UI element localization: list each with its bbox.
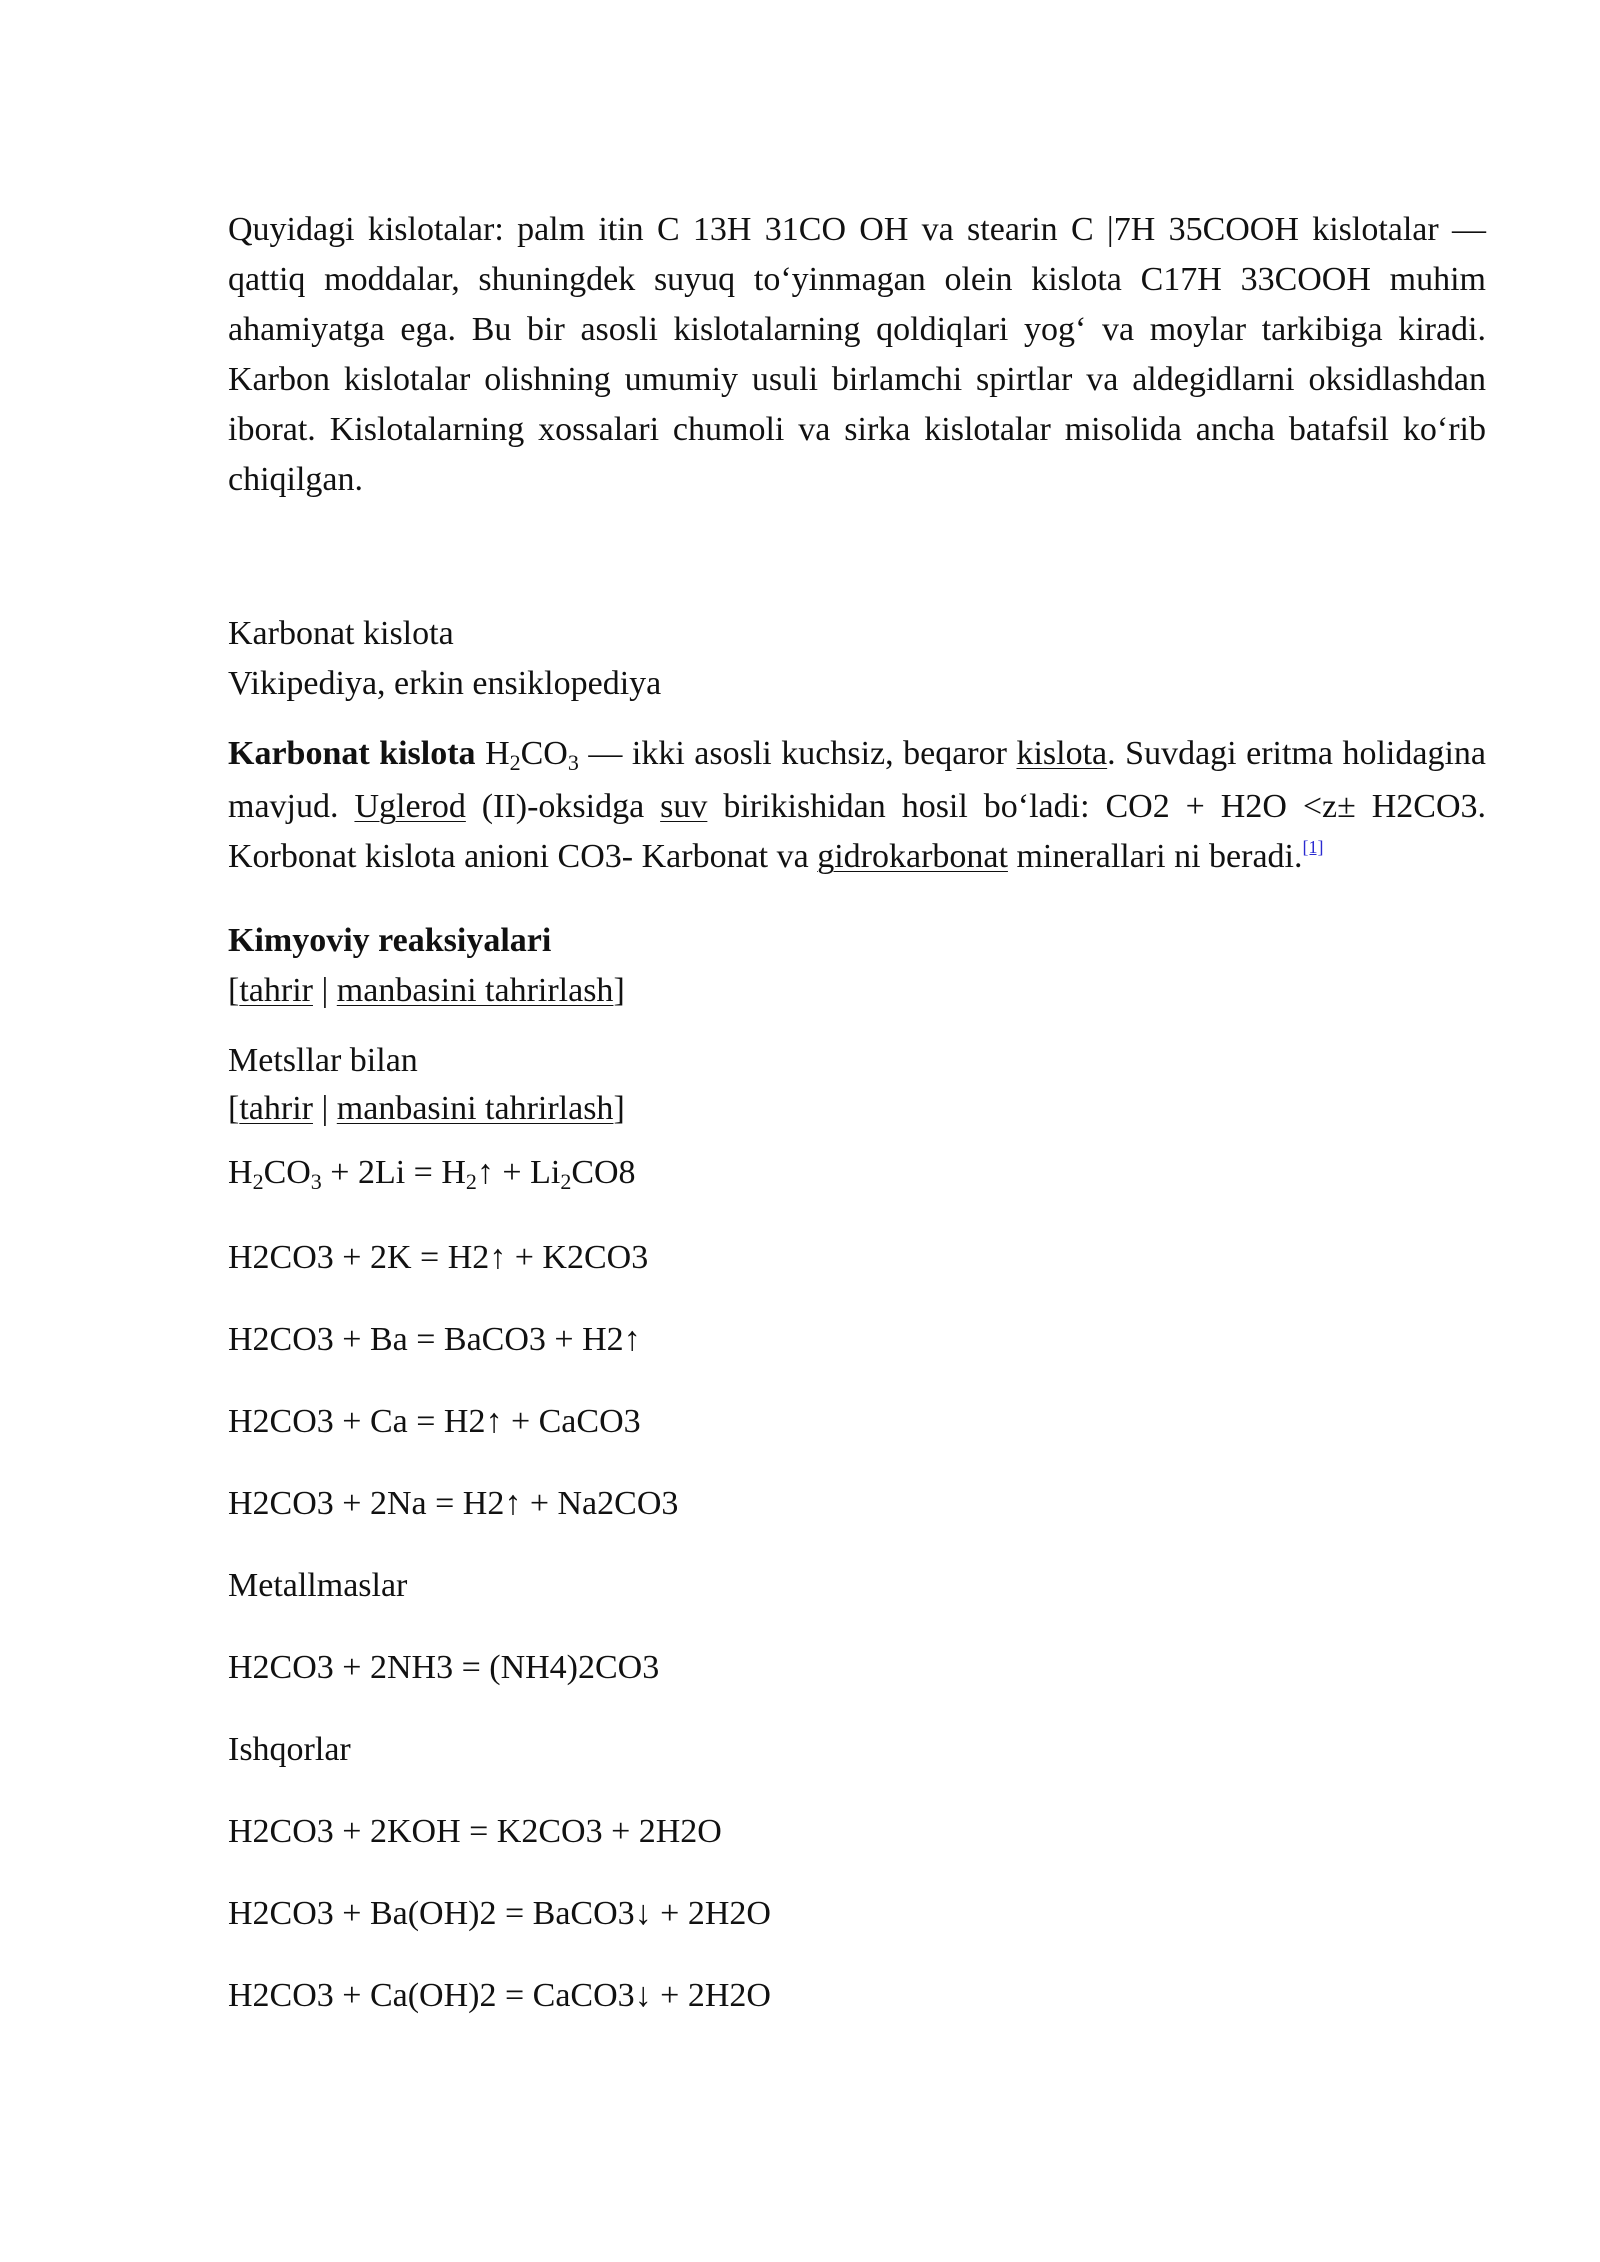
- section-edit-links: [228, 966, 1486, 1016]
- equation-li: [228, 1148, 1486, 1201]
- lead-text: minerallari ni beradi.: [1007, 838, 1303, 875]
- bracket-open: [: [228, 1090, 240, 1127]
- separator: |: [312, 972, 337, 1009]
- eq-part: H: [228, 1154, 253, 1191]
- reference-superscript: [1302, 837, 1323, 857]
- equation: H2CO3 + Ba = BaCO3 + H2↑: [228, 1321, 641, 1358]
- lead-text: birikishidan hosil bo‘ladi: CO2 + H2O <z± H2CO3. Korbonat kislota anioni CO3- Karbonat va: [228, 788, 1486, 875]
- link-suv[interactable]: suv: [660, 788, 708, 825]
- equation: H2CO3 + 2KOH = K2CO3 + 2H2O: [228, 1813, 722, 1850]
- eq-part: + 2Li = H: [321, 1154, 466, 1191]
- formula-subscript: 2: [509, 750, 521, 775]
- bracket-close: ]: [613, 972, 625, 1009]
- bracket-open: [: [228, 972, 240, 1009]
- eq-part: CO8: [571, 1154, 636, 1191]
- eq-subscript: 2: [560, 1169, 572, 1194]
- section-heading: Kimyoviy reaksiyalari: [228, 922, 552, 959]
- link-uglerod[interactable]: Uglerod: [354, 788, 466, 825]
- link-gidrokarbonat[interactable]: gidrokarbonat: [817, 838, 1008, 875]
- edit-link[interactable]: tahrir: [239, 1090, 313, 1127]
- edit-source-link[interactable]: manbasini tahrirlash: [336, 1090, 614, 1127]
- eq-subscript: 3: [310, 1169, 322, 1194]
- lead-formula: [485, 735, 579, 775]
- formula-part: H: [485, 735, 510, 772]
- edit-source-link[interactable]: manbasini tahrirlash: [336, 972, 614, 1009]
- separator: |: [312, 1090, 337, 1127]
- lead-text: (II)-oksidga: [465, 788, 661, 825]
- eq-subscript: 2: [465, 1169, 477, 1194]
- link-kislota[interactable]: kislota: [1016, 735, 1108, 772]
- eq-part: ↑ + Li: [476, 1154, 561, 1191]
- subsection-nonmetals: Metallmaslar: [228, 1567, 408, 1604]
- eq-subscript: 2: [252, 1169, 264, 1194]
- document-page: [228, 205, 1486, 2021]
- subsection-alkalis: Ishqorlar: [228, 1731, 351, 1768]
- formula-subscript: 3: [567, 750, 579, 775]
- equation: H2CO3 + 2K = H2↑ + K2CO3: [228, 1239, 649, 1276]
- formula-part: CO: [520, 735, 568, 772]
- lead-bold-term: Karbonat kislota: [228, 735, 476, 772]
- eq-part: CO: [263, 1154, 311, 1191]
- article-source: Vikipediya, erkin ensiklopediya: [228, 665, 662, 702]
- intro-paragraph: Quyidagi kislotalar: palm itin C 13H 31CO OH va stearin C |7H 35COOH kislotalar — qattiq moddalar, shuningdek suyuq to‘yinmagan olein kislota C17H 33COOH muhim ahamiyatga ega. Bu bir asosli kislotalarning qoldiqlari yog‘ va moylar tarkibiga kiradi. Karbon kislotalar olishning umumiy usuli birlamchi spirtlar va aldegidlarni oksidlashdan iborat. Kislotalarning xossalari chumoli va sirka kislotalar misolida ancha batafsil ko‘rib chiqilgan.: [228, 211, 1486, 498]
- equation: H2CO3 + 2NH3 = (NH4)2CO3: [228, 1649, 660, 1686]
- equation: H2CO3 + Ca = H2↑ + CaCO3: [228, 1403, 641, 1440]
- equation: H2CO3 + Ca(OH)2 = CaCO3↓ + 2H2O: [228, 1977, 771, 2014]
- bracket-close: ]: [613, 1090, 625, 1127]
- lead-text: — ikki asosli kuchsiz, beqaror: [578, 735, 1017, 772]
- subsection-metals: Metsllar bilan: [228, 1042, 418, 1079]
- spacer: [228, 505, 1486, 609]
- subsection-edit-links: [228, 1084, 1486, 1134]
- equation: H2CO3 + Ba(OH)2 = BaCO3↓ + 2H2O: [228, 1895, 771, 1932]
- equation: H2CO3 + 2Na = H2↑ + Na2CO3: [228, 1485, 679, 1522]
- lead-paragraph: [228, 729, 1486, 886]
- edit-link[interactable]: tahrir: [239, 972, 313, 1009]
- reference-link[interactable]: [1]: [1302, 837, 1324, 857]
- article-title: Karbonat kislota: [228, 615, 454, 652]
- lead-text: . Suvdagi eritma holidagina mavjud.: [228, 735, 1486, 825]
